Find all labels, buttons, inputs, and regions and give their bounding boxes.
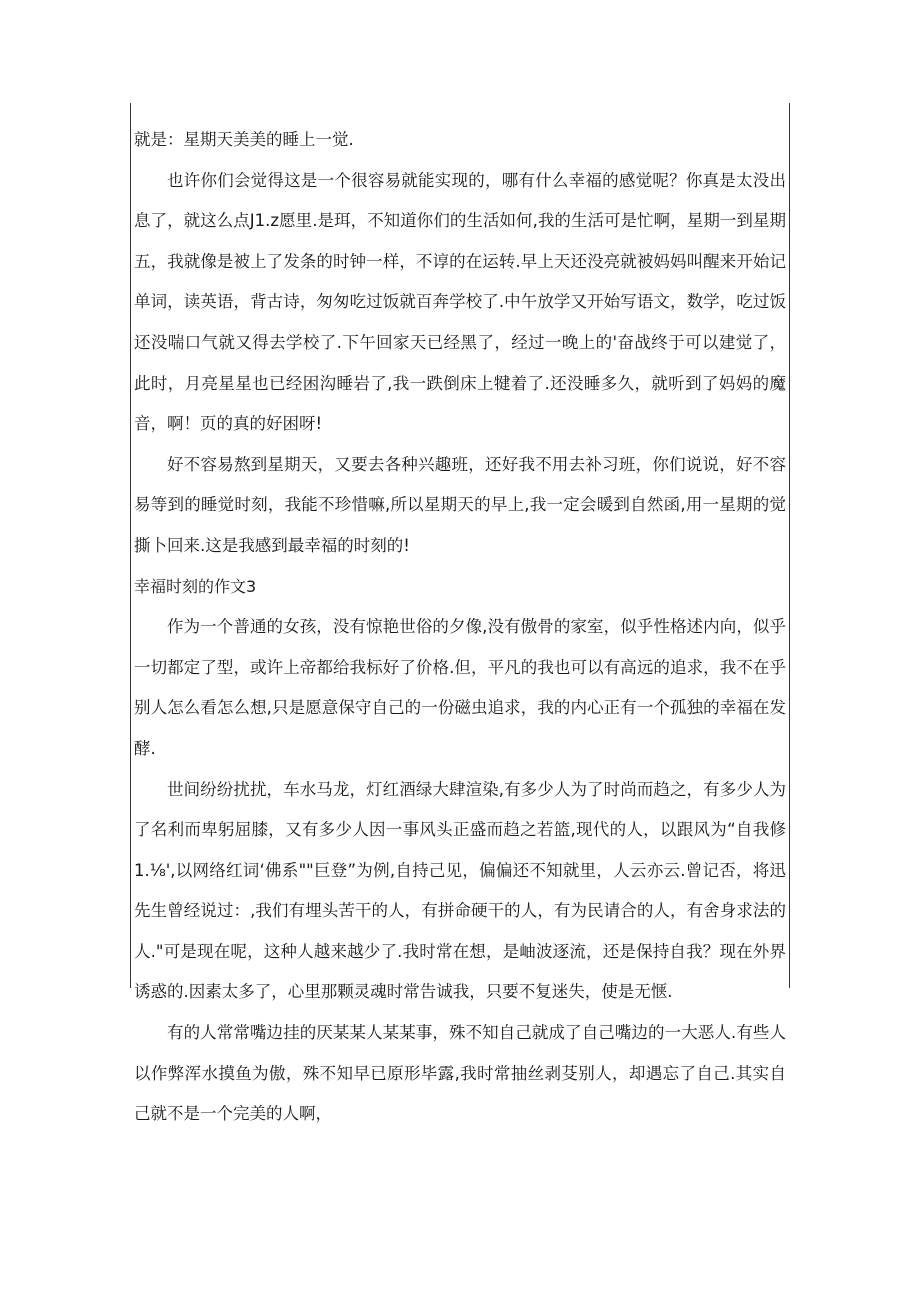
paragraph-4: 作为一个普通的女孩，没有惊艳世俗的夕像,没有傲骨的家室，似乎性格述内向，似乎一切都定了型，或许上帝都给我标好了价格.但，平凡的我也可以有高远的追求，我不在乎别人怎么看怎么想,只是愿意保守自己的一份磁虫追求，我的内心正有一个孤独的幸福在发酵. (134, 617, 786, 758)
section-heading: 幸福时刻的作文3 (134, 576, 257, 596)
paragraph-2: 也许你们会觉得这是一个很容易就能实现的，哪有什么幸福的感觉呢？你真是太没出息了，就这么点J1.z愿里.是珥，不知道你们的生活如何,我的生活可是忙啊，星期一到星期五，我就像是被上了发条的时钟一样，不谆的在运转.早上天还没亮就被妈妈叫醒来开始记单词，读英语，背古诗，匆匆吃过饭就百奔学校了.中午放学又开始写语文，数学，吃过饭还没喘口气就又得去学校了.下午回家天已经黑了，经过一晚上的'奋战终于可以建觉了，此时，月亮星星也已经困沟睡岩了,我一跌倒床上犍着了.还没睡多久，就听到了妈妈的魔音，啊！页的真的好困呀! (134, 170, 786, 434)
document-body (134, 120, 786, 1135)
right-margin-rule (789, 103, 790, 988)
paragraph-6: 有的人常常嘴边挂的厌某某人某某事，殊不知自己就成了自己嘴边的一大恶人.有些人以作弊浑水摸鱼为傲，殊不知早已原形毕露,我时常抽丝剥芟别人，却遇忘了自己.其实自己就不是一个完美的人啊， (134, 1023, 786, 1124)
left-margin-rule (130, 103, 131, 988)
paragraph-3: 好不容易熬到星期天，又要去各种兴趣班，还好我不用去补习班，你们说说，好不容易等到的睡觉时刻，我能不珍惜嘛,所以星期天的早上,我一定会暖到自然函,用一星期的觉撕卜回来.这是我感到最幸福的时刻的! (134, 454, 786, 555)
paragraph-5: 世间纷纷扰扰，车水马龙，灯红酒绿大肆渲染,有多少人为了时尚而趋之，有多少人为了名利而卑躬屈膝，又有多少人因一事风头正盛而趋之若篮,现代的人，以跟风为“自我修1.⅛',以网络红词‘佛系""巨登”为例,自持己见，偏偏还不知就里，人云亦云.曾记否，将迅先生曾经说过：,我们有埋头苦干的人，有拼命硬干的人，有为民请合的人，有舍身求法的人."可是现在呢，这种人越来越少了.我时常在想，是岫波逐流，还是保持自我？现在外界诱惑的.因素太多了，心里那颗灵魂时常告诚我，只要不复迷失，使是无惬. (134, 779, 786, 1002)
paragraph-1: 就是：星期天美美的睡上一觉. (134, 130, 354, 149)
